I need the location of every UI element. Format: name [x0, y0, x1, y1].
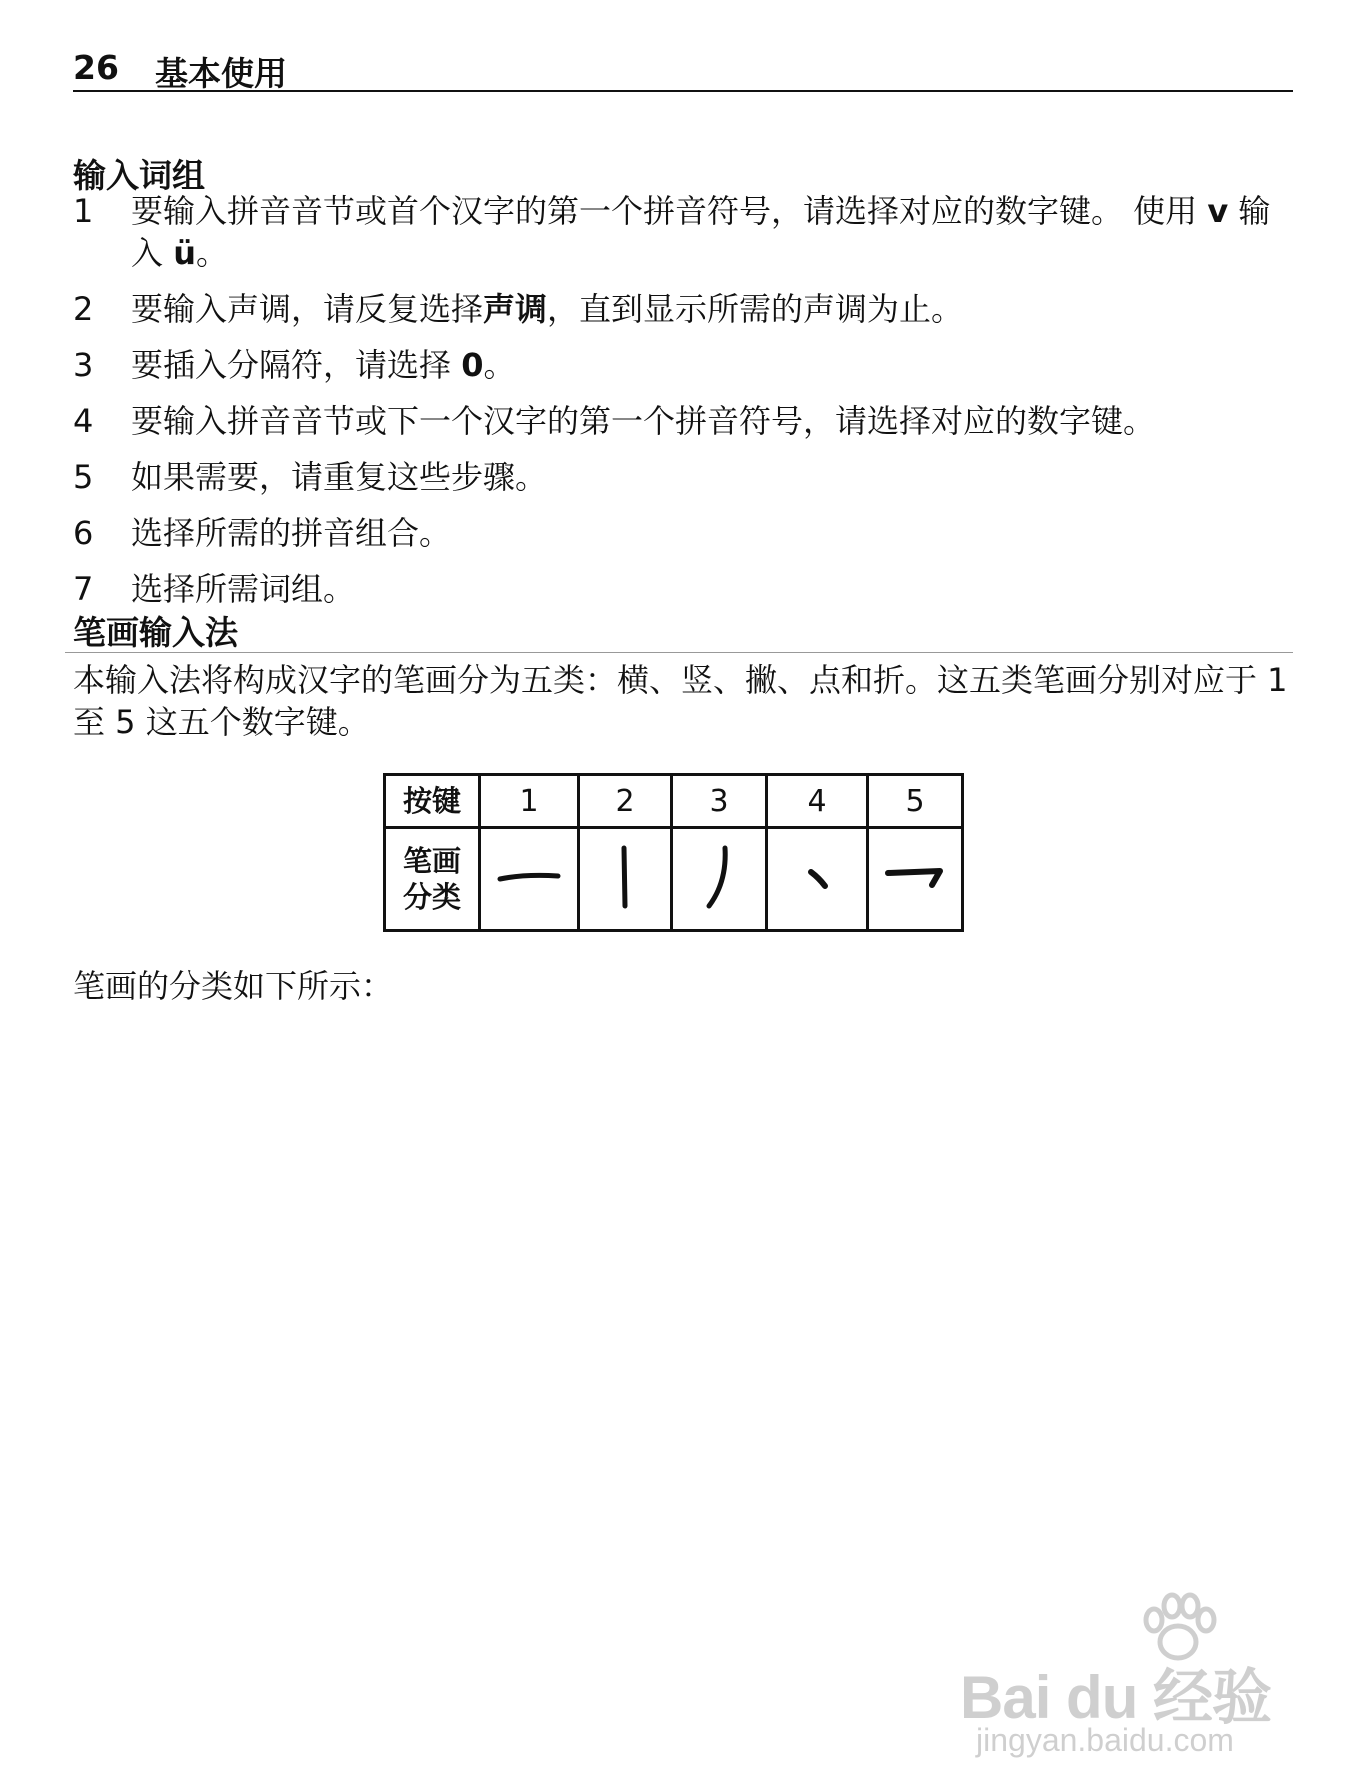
list-item [73, 568, 1293, 610]
page-number: 26 [73, 48, 119, 87]
stroke-outro: 笔画的分类如下所示： [73, 967, 394, 1005]
stroke-cell-2 [579, 828, 672, 931]
turning-stroke-icon [880, 857, 950, 897]
dot-stroke-icon [797, 852, 837, 902]
phrase-heading: 输入词组 [73, 156, 205, 195]
step-text: 选择所需词组。 [131, 570, 356, 608]
list-item [73, 456, 1293, 498]
key-cell-1: 1 [480, 775, 579, 828]
step-number: 6 [73, 514, 94, 552]
step-text: 要输入声调，请反复选择声调，直到显示所需的声调为止。 [131, 290, 964, 328]
steps-list [73, 190, 1293, 624]
list-item [73, 344, 1293, 386]
step-number: 1 [73, 192, 94, 230]
left-falling-stroke-icon [699, 842, 739, 912]
list-item [73, 400, 1293, 442]
step-number: 4 [73, 402, 94, 440]
step-text: 要插入分隔符，请选择 0。 [131, 346, 516, 384]
stroke-key-table [383, 773, 964, 932]
list-item [73, 288, 1293, 330]
watermark-logo: Bai du 经验 [960, 1664, 1272, 1731]
key-cell-3: 3 [672, 775, 767, 828]
stroke-header-cell [385, 828, 480, 931]
table-row-strokes [385, 828, 963, 931]
step-number: 7 [73, 570, 94, 608]
stroke-heading: 笔画输入法 [73, 613, 238, 652]
stroke-cell-5 [868, 828, 963, 931]
vertical-stroke-icon [610, 842, 640, 912]
key-cell-4: 4 [767, 775, 868, 828]
stroke-cell-3 [672, 828, 767, 931]
step-text: 选择所需的拼音组合。 [131, 514, 452, 552]
list-item [73, 512, 1293, 554]
step-number: 3 [73, 346, 94, 384]
table-row-keys [385, 775, 963, 828]
watermark-url: jingyan.baidu.com [976, 1722, 1234, 1758]
stroke-header-line2: 分类 [402, 880, 461, 914]
watermark [960, 1590, 1290, 1760]
step-number: 2 [73, 290, 94, 328]
stroke-intro: 本输入法将构成汉字的笔画分为五类：横、竖、撇、点和折。这五类笔画分别对应于 1 至 5 这五个数字键。 [73, 661, 1288, 741]
page-header [73, 46, 1293, 92]
step-text: 要输入拼音音节或首个汉字的第一个拼音符号，请选择对应的数字键。 使用 v 输入 ü。 [131, 192, 1271, 272]
key-cell-2: 2 [579, 775, 672, 828]
horizontal-stroke-icon [494, 857, 564, 897]
list-item [73, 190, 1293, 274]
stroke-cell-1 [480, 828, 579, 931]
section-title: 基本使用 [155, 54, 287, 93]
key-cell-5: 5 [868, 775, 963, 828]
step-text: 要输入拼音音节或下一个汉字的第一个拼音符号，请选择对应的数字键。 [131, 402, 1156, 440]
key-header-cell: 按键 [385, 775, 480, 828]
stroke-header-line1: 笔画 [402, 844, 461, 878]
step-text: 如果需要，请重复这些步骤。 [131, 458, 548, 496]
section-divider [65, 652, 1293, 653]
stroke-cell-4 [767, 828, 868, 931]
step-number: 5 [73, 458, 94, 496]
